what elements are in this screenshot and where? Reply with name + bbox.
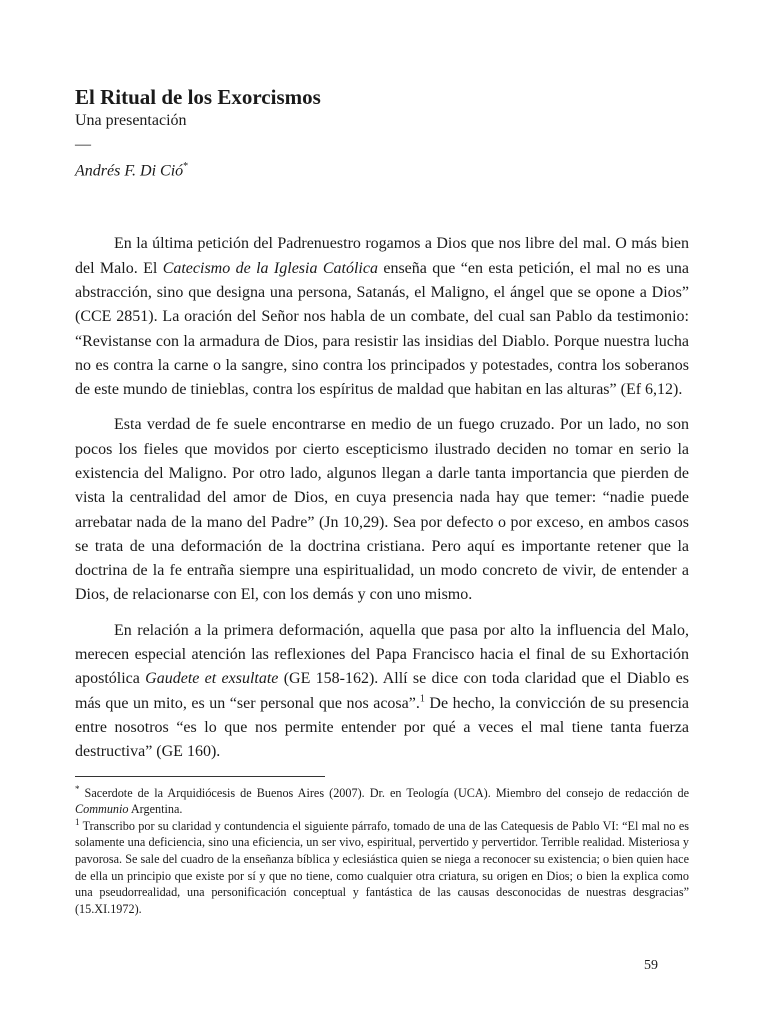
footnote-rule <box>75 776 325 777</box>
footnote-author-italic: Communio <box>75 802 129 817</box>
paragraph-2: Esta verdad de fe suele encontrarse en medio de un fuego cruzado. Por un lado, no son pocos los fieles que movidos por cierto escepticismo ilustrado deciden no tomar en serio la existencia del Maligno. Por otro lado, algunos llegan a darle tanta importancia que pierden de vista la centralidad del amor de Dios, en cuya presencia nada hay que temer: “nadie puede arrebatar nada de la mano del Padre” (Jn 10,29). Sea por defecto o por exceso, en ambos casos se trata de una deformación de la doctrina cristiana. Pero aquí es importante retener que la doctrina de la fe entraña siempre una espiritualidad, un modo concreto de vivir, de entender a Dios, de relacionarse con El, con los demás y con uno mismo. <box>75 416 689 604</box>
paragraph-3-text-c: (GE 158-162). Allí se dice con toda claridad que el Diablo es más que un mito, es un “ser personal que nos acosa”. <box>75 670 689 712</box>
paragraph-1-italic: Catecismo de la Iglesia Católica <box>162 259 378 277</box>
document-page <box>75 84 689 917</box>
separator-dash: — <box>75 136 91 153</box>
footnote-ref-1: 1 <box>419 693 425 705</box>
paragraph-3-text-d: De hecho, la convicción de su presencia entre nosotros “es lo que nos permite entender por qué a veces el mal tiene tanta fuerza destructiva” (GE 160). <box>75 694 689 761</box>
article-subtitle: Una presentación <box>75 112 187 129</box>
paragraph-1-text-c: enseña que “en esta petición, el mal no es una abstracción, sino que designa una persona, Satanás, el Maligno, el ángel que se opone a Dios” (CCE 2851). La oración del Señor nos habla de un combate, del cual san Pablo da testimonio: “Revistanse con la armadura de Dios, para resistir las insidias del Diablo. Porque nuestra lucha no es contra la carne o la sangre, sino contra los principados y potestades, contra los soberanos de este mundo de tinieblas, contra los espíritus de maldad que habitan en las alturas” (Ef 6,12). <box>75 259 690 399</box>
footnote-1-mark: 1 <box>75 816 80 827</box>
footnote-author <box>75 785 689 818</box>
footnote-author-text-c: Argentina. <box>128 802 183 817</box>
footnote-1-text: Transcribo por su claridad y contundencia el siguiente párrafo, tomado de una de las Catequesis de Pablo VI: “El mal no es solamente una deficiencia, sino una eficiencia, un ser vivo, espiritual, pervertido y pervertidor. Terrible realidad. Misteriosa y pavorosa. Se sale del cuadro de la enseñanza bíblica y eclesiástica quien se niega a reconocer su existencia; o bien quien hace de ella un principio que existe por sí y que no tiene, como cualquier otra criatura, su origen en Dios; o bien la explica como una pseudorrealidad, una personificación conceptual y fantástica de las causas desconocidas de nuestras desgracias” (15.XI.1972). <box>75 818 689 916</box>
article-body <box>75 232 689 764</box>
paragraph-3 <box>75 619 689 765</box>
paragraph-3-text-a: En relación a la primera deformación, aquella que pasa por alto la influencia del Malo, merecen especial atención las reflexiones del Papa Francisco hacia el final de su Exhortación apostólica <box>75 621 689 688</box>
article-title: El Ritual de los Exorcismos <box>75 85 321 109</box>
footnotes <box>75 785 689 918</box>
page-number: 59 <box>644 958 658 973</box>
author-footnote-mark: * <box>183 161 189 172</box>
author-text: Andrés F. Di Ció <box>75 162 184 180</box>
footnote-1 <box>75 818 689 918</box>
author-name <box>75 156 689 182</box>
paragraph-1 <box>75 232 689 402</box>
footnote-author-mark: * <box>75 783 80 794</box>
paragraph-1-text-a: En la última petición del Padrenuestro rogamos a Dios que nos libre del mal. O más bien del Malo. El <box>75 235 689 277</box>
footnote-author-text-a: Sacerdote de la Arquidiócesis de Buenos Aires (2007). Dr. en Teología (UCA). Miembro del consejo de redacción de <box>79 785 689 800</box>
paragraph-3-italic: Gaudete et exsultate <box>145 670 279 688</box>
